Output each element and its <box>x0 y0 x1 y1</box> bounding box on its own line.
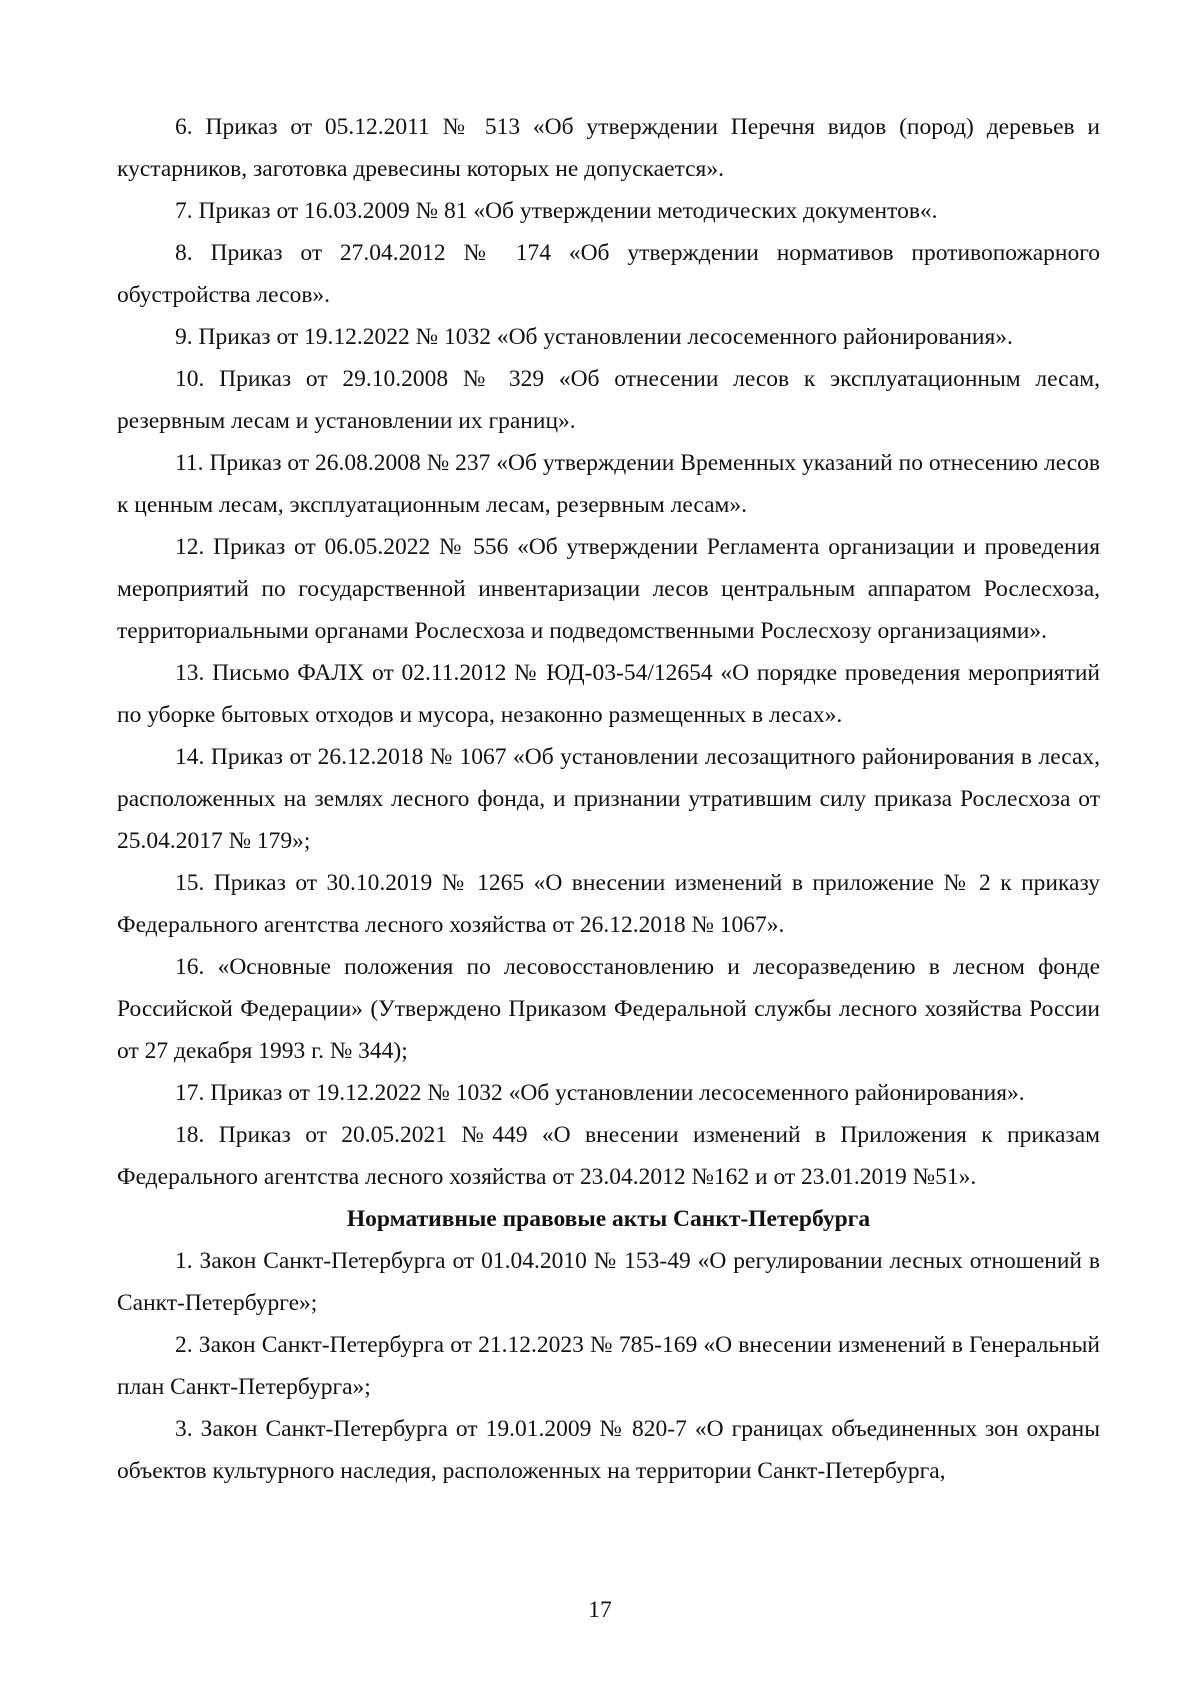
list-item <box>117 526 1100 652</box>
list-item-number: 18. <box>175 1122 205 1148</box>
list-item <box>117 358 1100 442</box>
list-item-text: «Основные положения по лесовосстановлению и лесоразведению в лесном фонде Российской Федерации» (Утверждено Приказом Федеральной службы лесного хозяйства России от 27 декабря 1993 г. № 344); <box>117 954 1101 1064</box>
list-item <box>117 1114 1100 1198</box>
list-item-text: Приказ от 27.04.2012 № 174 «Об утверждении нормативов противопожарного обустройства лесов». <box>117 240 1101 308</box>
list-item-text: Приказ от 26.12.2018 № 1067 «Об установлении лесозащитного районирования в лесах, расположенных на землях лесного фонда, и признании утратившим силу приказа Рослесхоза от 25.04.2017 № 179»; <box>117 744 1101 854</box>
list-item-number: 3. <box>175 1416 193 1442</box>
spb-acts-list <box>117 1240 1100 1492</box>
list-item-number: 16. <box>175 954 205 980</box>
list-item-text: Закон Санкт-Петербурга от 19.01.2009 № 820-7 «О границах объединенных зон охраны объектов культурного наследия, расположенных на территории Санкт-Петербурга, <box>117 1416 1101 1484</box>
page-number: 17 <box>588 1597 612 1623</box>
list-item <box>117 1240 1100 1324</box>
list-item-text: Приказ от 06.05.2022 № 556 «Об утверждении Регламента организации и проведения мероприятий по государственной инвентаризации лесов центральным аппаратом Рослесхоза, территориальными органами Рослесхоза и подведомственными Рослесхозу организациями». <box>117 534 1101 644</box>
list-item-number: 6. <box>175 114 193 140</box>
list-item-text: Приказ от 19.12.2022 № 1032 «Об установлении лесосеменного районирования». <box>210 1080 1025 1106</box>
list-item-text: Письмо ФАЛХ от 02.11.2012 № ЮД-03-54/12654 «О порядке проведения мероприятий по уборке бытовых отходов и мусора, незаконно размещенных в лесах». <box>117 660 1100 728</box>
list-item-number: 14. <box>175 744 205 770</box>
list-item-number: 10. <box>175 366 205 392</box>
list-item-text: Приказ от 29.10.2008 № 329 «Об отнесении лесов к эксплуатационным лесам, резервным лесам и установлении их границ». <box>117 366 1101 434</box>
list-item-text: Приказ от 16.03.2009 № 81 «Об утверждении методических документов«. <box>198 198 938 224</box>
list-item <box>117 652 1100 736</box>
federal-acts-list <box>117 106 1100 1198</box>
list-item <box>117 232 1100 316</box>
list-item-number: 13. <box>175 660 205 686</box>
list-item-text: Приказ от 30.10.2019 № 1265 «О внесении изменений в приложение № 2 к приказу Федерального агентства лесного хозяйства от 26.12.2018 № 1067». <box>117 870 1100 938</box>
list-item <box>117 736 1100 862</box>
list-item <box>117 1072 1100 1114</box>
list-item <box>117 106 1100 190</box>
list-item <box>117 1408 1100 1492</box>
list-item-number: 12. <box>175 534 205 560</box>
list-item-text: Приказ от 20.05.2021 №449 «О внесении изменений в Приложения к приказам Федерального агентства лесного хозяйства от 23.04.2012 №162 и от 23.01.2019 №51». <box>117 1122 1100 1190</box>
list-item <box>117 946 1100 1072</box>
list-item-text: Приказ от 26.08.2008 № 237 «Об утверждении Временных указаний по отнесению лесов к ценным лесам, эксплуатационным лесам, резервным лесам». <box>117 450 1100 518</box>
list-item <box>117 442 1100 526</box>
list-item <box>117 862 1100 946</box>
list-item <box>117 316 1100 358</box>
list-item-number: 7. <box>175 198 193 224</box>
list-item-number: 17. <box>175 1080 205 1106</box>
list-item-number: 9. <box>175 324 193 350</box>
list-item-text: Приказ от 19.12.2022 № 1032 «Об установлении лесосеменного районирования». <box>198 324 1013 350</box>
list-item <box>117 1324 1100 1408</box>
list-item-number: 11. <box>175 450 204 476</box>
document-body <box>117 106 1100 1492</box>
list-item-text: Приказ от 05.12.2011 № 513 «Об утверждении Перечня видов (пород) деревьев и кустарников, заготовка древесины которых не допускается». <box>117 114 1101 182</box>
list-item-text: Закон Санкт-Петербурга от 21.12.2023 № 785-169 «О внесении изменений в Генеральный план Санкт-Петербурга»; <box>117 1332 1101 1400</box>
list-item-number: 8. <box>175 240 193 266</box>
section-heading: Нормативные правовые акты Санкт-Петербурга <box>346 1206 871 1232</box>
list-item-number: 2. <box>175 1332 193 1358</box>
list-item-text: Закон Санкт-Петербурга от 01.04.2010 № 153-49 «О регулировании лесных отношений в Санкт-Петербурге»; <box>117 1248 1100 1316</box>
list-item-number: 15. <box>175 870 205 896</box>
list-item-number: 1. <box>175 1248 193 1274</box>
list-item <box>117 190 1100 232</box>
